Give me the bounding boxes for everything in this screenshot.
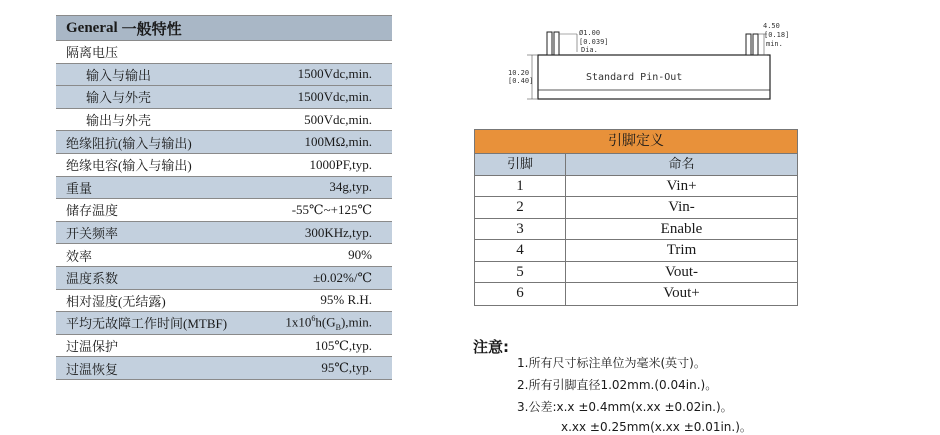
spec-value: 95℃,typ. <box>321 360 372 376</box>
pin-row <box>475 219 797 241</box>
pinout-label: Standard Pin-Out <box>586 72 683 83</box>
spec-value: 500Vdc,min. <box>304 111 372 127</box>
col-pin: 引脚 <box>475 154 566 175</box>
notes-title: 注意: <box>473 338 509 356</box>
spec-value: 1500Vdc,min. <box>297 88 372 104</box>
pin-number: 2 <box>475 197 566 218</box>
spec-label: 相对湿度(无结露) <box>66 293 166 309</box>
spec-label: 平均无故障工作时间(MTBF) <box>66 316 228 332</box>
spec-value: 105℃,typ. <box>314 337 372 353</box>
spec-row <box>56 177 392 200</box>
spec-label: 开关频率 <box>66 226 119 242</box>
general-spec-table <box>56 15 392 380</box>
note-line-2: 2.所有引脚直径1.02mm.(0.04in.)。 <box>517 378 718 392</box>
spec-row <box>56 199 392 222</box>
spec-row <box>56 131 392 154</box>
pin-len-in: [0.18] <box>764 31 790 39</box>
pin-name: Vin+ <box>666 177 697 194</box>
pin-name: Vout- <box>664 263 699 280</box>
spec-label: 绝缘阻抗(输入与输出) <box>66 135 192 151</box>
dia-mm: Ø1.00 <box>579 29 601 37</box>
spec-row <box>56 244 392 267</box>
pin-definition-table <box>474 129 798 306</box>
pin-row <box>475 283 797 305</box>
pin-table-col-header <box>475 154 797 176</box>
spec-value: 1500Vdc,min. <box>297 66 372 82</box>
pin-right <box>746 34 751 55</box>
spec-title-cn: 一般特性 <box>121 21 182 38</box>
spec-row <box>56 64 392 87</box>
spec-label: 效率 <box>66 248 93 264</box>
pin-len-mm: 4.50 <box>763 22 780 30</box>
spec-value: 90% <box>348 247 372 263</box>
spec-value: 1000PF,typ. <box>309 156 372 172</box>
pin-left <box>547 32 552 55</box>
spec-label: 重量 <box>66 180 93 196</box>
pin-number: 1 <box>475 176 566 197</box>
dia-text: Dia. <box>581 46 598 54</box>
spec-label: 隔离电压 <box>66 45 119 61</box>
note-line-4: x.xx ±0.25mm(x.xx ±0.01in.)。 <box>561 420 752 434</box>
spec-label: 输入与输出 <box>86 67 152 83</box>
spec-title-en: General <box>66 19 118 36</box>
spec-row <box>56 357 392 380</box>
spec-label: 温度系数 <box>66 271 119 287</box>
spec-value: -55℃~+125℃ <box>291 201 372 217</box>
spec-label: 输出与外壳 <box>86 113 152 129</box>
spec-row <box>56 267 392 290</box>
spec-value: 34g,typ. <box>329 179 372 195</box>
pin-number: 6 <box>475 283 566 305</box>
spec-label: 过温保护 <box>66 339 119 355</box>
pin-name: Trim <box>666 242 697 258</box>
spec-row <box>56 86 392 109</box>
pin-number: 4 <box>475 240 566 261</box>
note-line-1: 1.所有尺寸标注单位为毫米(英寸)。 <box>517 356 706 370</box>
spec-header <box>56 16 392 41</box>
spec-value: 100MΩ,min. <box>304 134 372 150</box>
spec-row <box>56 222 392 245</box>
dia-in: [0.039] <box>579 38 609 46</box>
spec-row <box>56 290 392 313</box>
spec-label: 绝缘电容(输入与输出) <box>66 158 192 174</box>
pin-len-text: min. <box>766 40 783 48</box>
spec-label: 储存温度 <box>66 203 119 219</box>
pin-name: Vin- <box>668 199 695 215</box>
spec-row <box>56 154 392 177</box>
pin-row <box>475 262 797 284</box>
pin-row <box>475 176 797 198</box>
spec-label: 输入与外壳 <box>86 90 152 106</box>
height-mm: 10.20 <box>508 69 530 77</box>
pinout-drawing <box>505 22 805 112</box>
pin-name: Vout+ <box>663 285 700 301</box>
spec-row <box>56 109 392 132</box>
pin-number: 3 <box>475 219 566 240</box>
col-name: 命名 <box>668 157 695 172</box>
pin-number: 5 <box>475 262 566 283</box>
pin-row <box>475 240 797 262</box>
spec-row-mtbf <box>56 312 392 335</box>
height-in: [0.40] <box>508 77 534 85</box>
pin-table-title: 引脚定义 <box>475 130 797 154</box>
pin-name: Enable <box>660 220 703 237</box>
spec-value: 300KHz,typ. <box>304 224 372 240</box>
spec-row-isolation-voltage <box>56 41 392 64</box>
spec-label: 过温恢复 <box>66 361 119 377</box>
spec-row <box>56 335 392 358</box>
spec-value: ±0.02%/℃ <box>313 269 372 285</box>
spec-value: $1x10^6h(G_B),\min$. <box>285 313 372 332</box>
note-line-3: 3.公差:x.x ±0.4mm(x.xx ±0.02in.)。 <box>517 400 733 414</box>
pin-row <box>475 197 797 219</box>
spec-value: 95% R.H. <box>320 292 372 308</box>
